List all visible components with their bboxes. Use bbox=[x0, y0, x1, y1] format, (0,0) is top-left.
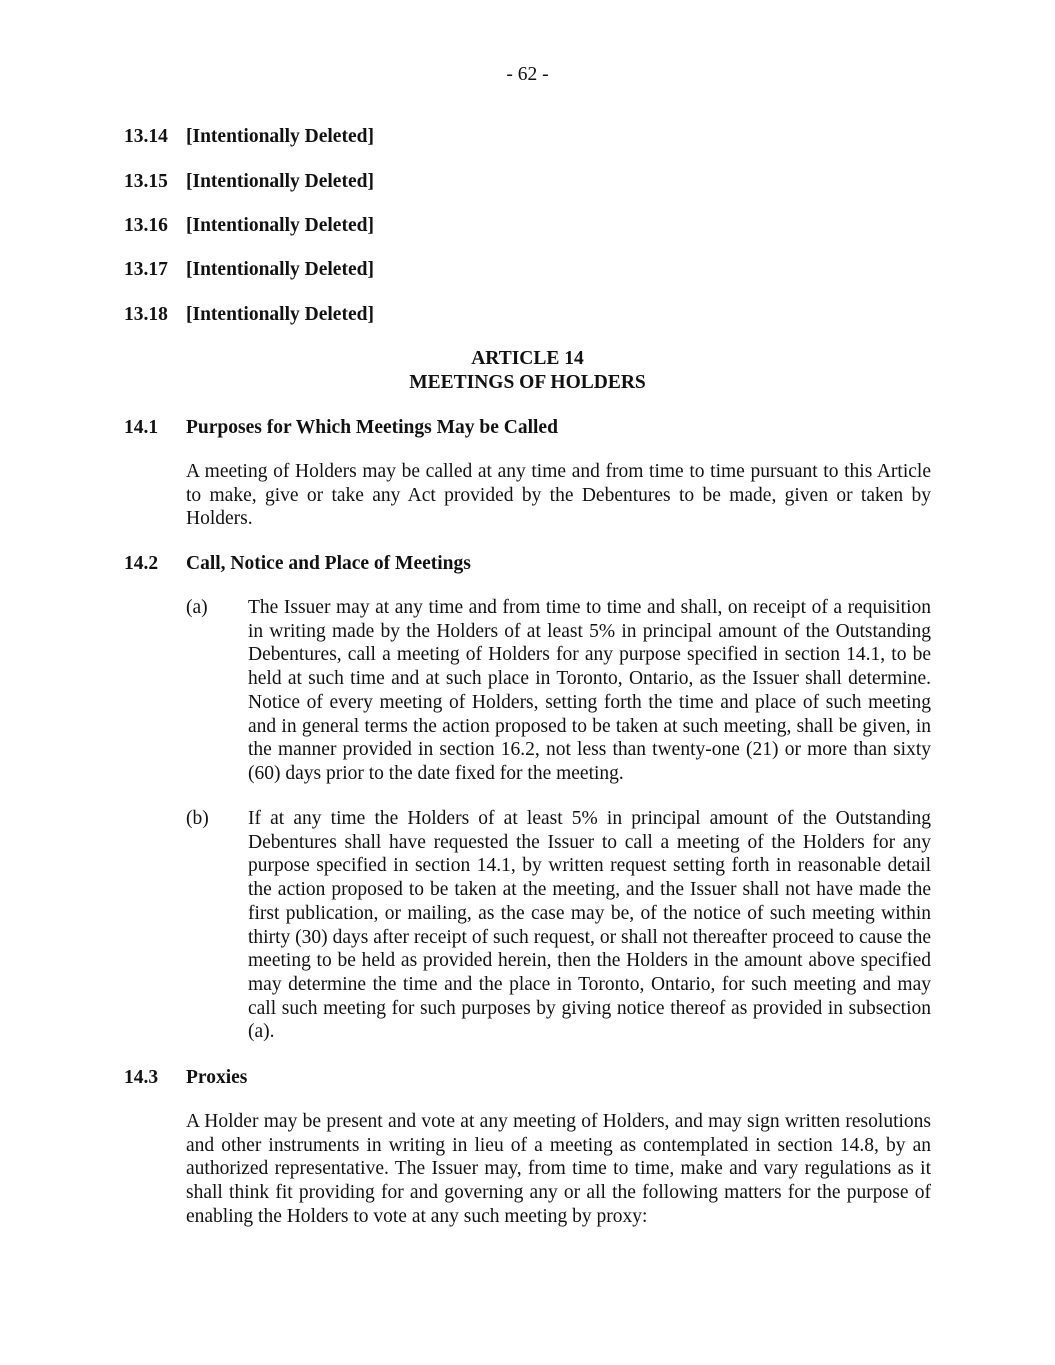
section-title: [Intentionally Deleted] bbox=[186, 126, 374, 147]
section-number: 13.14 bbox=[124, 126, 168, 147]
item-label-a: (a) bbox=[186, 597, 208, 618]
section-title: Call, Notice and Place of Meetings bbox=[186, 553, 471, 574]
section-heading-14-2 bbox=[124, 552, 471, 576]
section-number: 13.17 bbox=[124, 259, 168, 280]
section-title: [Intentionally Deleted] bbox=[186, 171, 374, 192]
article-label: ARTICLE 14 bbox=[471, 348, 584, 369]
section-number: 14.1 bbox=[124, 417, 159, 438]
section-heading-14-1 bbox=[124, 416, 558, 440]
section-title: [Intentionally Deleted] bbox=[186, 215, 374, 236]
item-text-b: If at any time the Holders of at least 5% in principal amount of the Outstanding Debentures shall have requested the Issuer to call a meeting of the Holders for any purpose specified in section 14.1, by written request setting forth in reasonable detail the action proposed to be taken at the meeting, and the Issuer shall not have made the first publication, or mailing, as the case may be, of the notice of such meeting within thirty (30) days after receipt of such request, or shall not thereafter proceed to cause the meeting to be held as provided herein, then the Holders in the amount above specified may determine the time and the place in Toronto, Ontario, for such meeting and may call such meeting for such purposes by giving notice thereof as provided in subsection (a). bbox=[248, 808, 931, 1043]
section-title: [Intentionally Deleted] bbox=[186, 259, 374, 280]
deleted-section-13-14 bbox=[124, 125, 374, 149]
section-heading-14-3 bbox=[124, 1066, 247, 1090]
section-14-3-paragraph: A Holder may be present and vote at any meeting of Holders, and may sign written resolutions and other instruments in writing in lieu of a meeting as contemplated in section 14.8, by an authorized representative. The Issuer may, from time to time, make and vary regulations as it shall think fit providing for and governing any or all the following matters for the purpose of enabling the Holders to vote at any such meeting by proxy: bbox=[186, 1111, 931, 1227]
page-number: - 62 - bbox=[506, 64, 549, 85]
deleted-section-13-16 bbox=[124, 214, 374, 238]
deleted-section-13-15 bbox=[124, 170, 374, 194]
section-title: [Intentionally Deleted] bbox=[186, 304, 374, 325]
item-label-b: (b) bbox=[186, 808, 209, 829]
section-number: 14.2 bbox=[124, 553, 159, 574]
deleted-section-13-17 bbox=[124, 258, 374, 282]
deleted-section-13-18 bbox=[124, 303, 374, 327]
item-text-a: The Issuer may at any time and from time to time and shall, on receipt of a requisition in writing made by the Holders of at least 5% in principal amount of the Outstanding Debentures, call a meeting of Holders for any purpose specified in section 14.1, to be held at such time and at such place in Toronto, Ontario, as the Issuer shall determine. Notice of every meeting of Holders, setting forth the time and place of such meeting and in general terms the action proposed to be taken at such meeting, shall be given, in the manner provided in section 16.2, not less than twenty-one (21) or more than sixty (60) days prior to the date fixed for the meeting. bbox=[248, 597, 931, 784]
section-number: 13.16 bbox=[124, 215, 168, 236]
section-number: 14.3 bbox=[124, 1067, 159, 1088]
section-title: Proxies bbox=[186, 1067, 248, 1088]
section-number: 13.15 bbox=[124, 171, 168, 192]
article-title: MEETINGS OF HOLDERS bbox=[409, 372, 646, 393]
section-14-1-paragraph: A meeting of Holders may be called at any time and from time to time pursuant to this Article to make, give or take any Act provided by the Debentures to be made, given or taken by Holders. bbox=[186, 461, 931, 530]
section-title: Purposes for Which Meetings May be Called bbox=[186, 417, 558, 438]
section-number: 13.18 bbox=[124, 304, 168, 325]
